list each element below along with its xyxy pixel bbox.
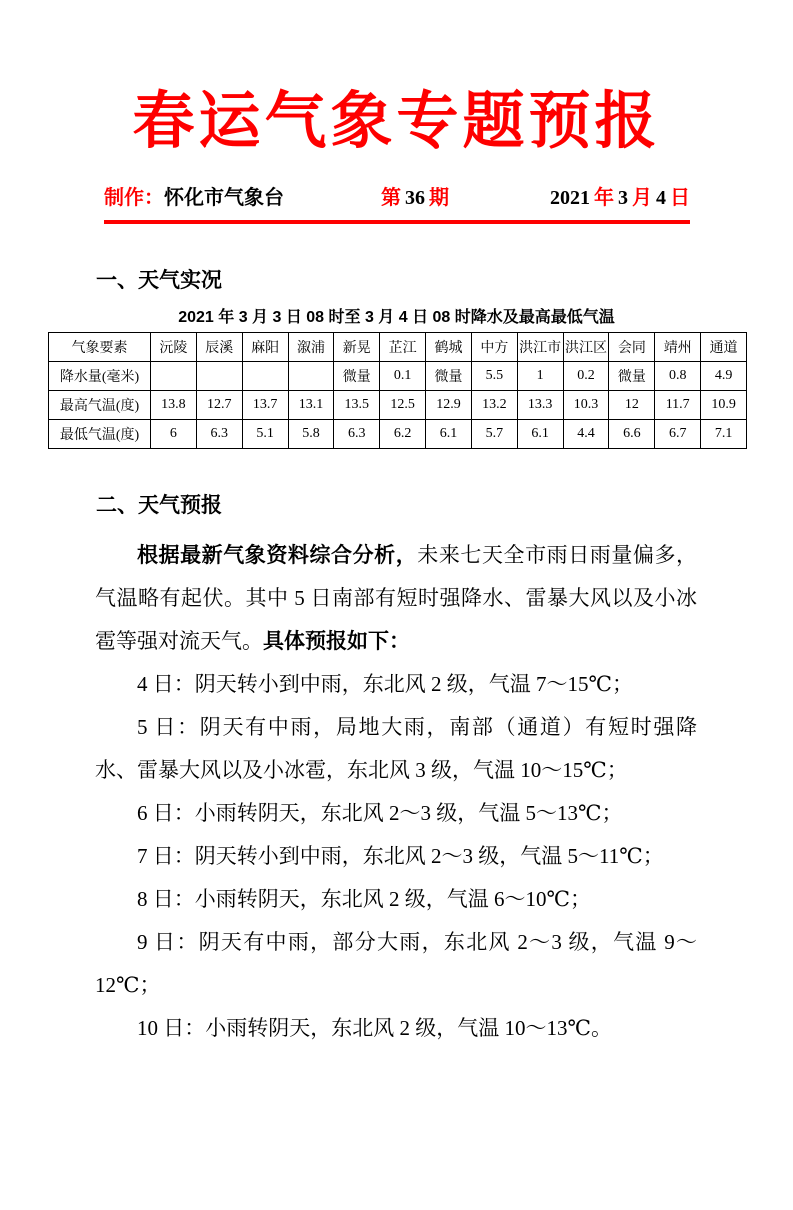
table-row-label: 降水量(毫米): [49, 362, 151, 391]
produced-label: 制作：: [104, 187, 164, 210]
issue-segment: [381, 181, 449, 210]
table-cell: 5.8: [288, 420, 334, 449]
table-row: [49, 391, 747, 420]
observation-table-caption: 2021 年 3 月 3 日 08 时至 3 月 4 日 08 时降水及最高最低气温: [178, 309, 615, 327]
table-cell: 0.8: [655, 362, 701, 391]
table-header-station: 靖州: [655, 333, 701, 362]
table-cell: 12.7: [196, 391, 242, 420]
table-cell: 微量: [426, 362, 472, 391]
masthead: [104, 181, 690, 224]
table-cell: [151, 362, 197, 391]
daily-forecast-item: 6 日：小雨转阴天，东北风 2～3 级，气温 5～13℃；: [137, 801, 623, 826]
table-cell: 12: [609, 391, 655, 420]
table-cell: 13.7: [242, 391, 288, 420]
observation-table: [48, 332, 747, 449]
daily-forecast-item: 10 日：小雨转阴天，东北风 2 级，气温 10～13℃。: [137, 1016, 612, 1041]
producer-name: 怀化市气象台: [164, 187, 284, 210]
table-header-station: 辰溪: [196, 333, 242, 362]
table-header-station: 芷江: [380, 333, 426, 362]
table-cell: 5.5: [471, 362, 517, 391]
table-cell: 6.3: [196, 420, 242, 449]
observation-table-head: [49, 333, 747, 362]
section-heading-forecast: 二、天气预报: [96, 494, 222, 518]
daily-forecast-item: 8 日：小雨转阴天，东北风 2 级，气温 6～10℃；: [137, 887, 591, 912]
table-cell: 6.2: [380, 420, 426, 449]
intro-bold-tail: 具体预报如下：: [263, 630, 410, 654]
table-cell: 13.2: [471, 391, 517, 420]
intro-bold-lead: 根据最新气象资料综合分析，: [137, 544, 418, 568]
page-title: 春运气象专题预报: [132, 88, 661, 156]
table-cell: 1: [517, 362, 563, 391]
table-header-station: 中方: [471, 333, 517, 362]
table-row: [49, 362, 747, 391]
date-month-unit: 月: [632, 187, 652, 210]
table-cell: 13.1: [288, 391, 334, 420]
table-header-element: 气象要素: [49, 333, 151, 362]
table-cell: 5.7: [471, 420, 517, 449]
document-page: [0, 88, 793, 1210]
daily-forecast-item: 9 日：阴天有中雨，部分大雨，东北风 2～3 级，气温 9～12℃；: [95, 930, 697, 998]
table-cell: [196, 362, 242, 391]
table-row: [49, 420, 747, 449]
table-cell: 4.4: [563, 420, 609, 449]
table-cell: 6.7: [655, 420, 701, 449]
table-cell: 7.1: [701, 420, 747, 449]
table-cell: 4.9: [701, 362, 747, 391]
date-day: 4: [656, 187, 666, 210]
daily-forecast-list: [95, 663, 697, 1050]
table-cell: 11.7: [655, 391, 701, 420]
table-cell: 6.1: [517, 420, 563, 449]
table-cell: 0.2: [563, 362, 609, 391]
table-header-station: 麻阳: [242, 333, 288, 362]
issue-suffix: 期: [429, 187, 449, 210]
date-day-unit: 日: [670, 187, 690, 210]
date-month: 3: [618, 187, 628, 210]
table-header-station: 鹤城: [426, 333, 472, 362]
table-cell: 5.1: [242, 420, 288, 449]
table-header-station: 溆浦: [288, 333, 334, 362]
daily-forecast-item: 7 日：阴天转小到中雨，东北风 2～3 级，气温 5～11℃；: [137, 844, 664, 869]
table-cell: 0.1: [380, 362, 426, 391]
date-year: 2021: [550, 187, 590, 210]
table-cell: 10.3: [563, 391, 609, 420]
table-cell: 12.9: [426, 391, 472, 420]
table-cell: 6.3: [334, 420, 380, 449]
forecast-intro-paragraph: [95, 534, 697, 663]
table-cell: 10.9: [701, 391, 747, 420]
table-header-station: 新晃: [334, 333, 380, 362]
table-cell: 6.6: [609, 420, 655, 449]
table-cell: 6.1: [426, 420, 472, 449]
table-row-label: 最高气温(度): [49, 391, 151, 420]
table-cell: 12.5: [380, 391, 426, 420]
table-header-station: 会同: [609, 333, 655, 362]
table-cell: 微量: [334, 362, 380, 391]
table-cell: [288, 362, 334, 391]
table-row-label: 最低气温(度): [49, 420, 151, 449]
table-header-station: 洪江区: [563, 333, 609, 362]
observation-table-body: [49, 362, 747, 449]
table-header-station: 洪江市: [517, 333, 563, 362]
table-header-station: 沅陵: [151, 333, 197, 362]
daily-forecast-item: 5 日：阴天有中雨，局地大雨，南部（通道）有短时强降水、雷暴大风以及小冰雹，东北风 3 级，气温 10～15℃；: [95, 715, 697, 783]
daily-forecast-item: 4 日：阴天转小到中雨，东北风 2 级，气温 7～15℃；: [137, 672, 633, 697]
date-year-unit: 年: [594, 187, 614, 210]
section-heading-observation: 一、天气实况: [96, 269, 222, 293]
table-header-station: 通道: [701, 333, 747, 362]
table-cell: 13.3: [517, 391, 563, 420]
issue-prefix: 第: [381, 187, 401, 210]
table-cell: 13.5: [334, 391, 380, 420]
forecast-body: [95, 534, 697, 1050]
table-cell: 微量: [609, 362, 655, 391]
table-cell: 6: [151, 420, 197, 449]
date-segment: [546, 181, 690, 210]
table-header-row: [49, 333, 747, 362]
table-cell: [242, 362, 288, 391]
producer-segment: [104, 181, 284, 210]
issue-number: 36: [405, 187, 425, 210]
intro-body-text: 未来七天全市雨日雨量偏多，气温略有起伏。其中 5 日南部有短时强降水、雷暴大风以及小冰雹等强对流天气。: [95, 543, 698, 654]
table-cell: 13.8: [151, 391, 197, 420]
